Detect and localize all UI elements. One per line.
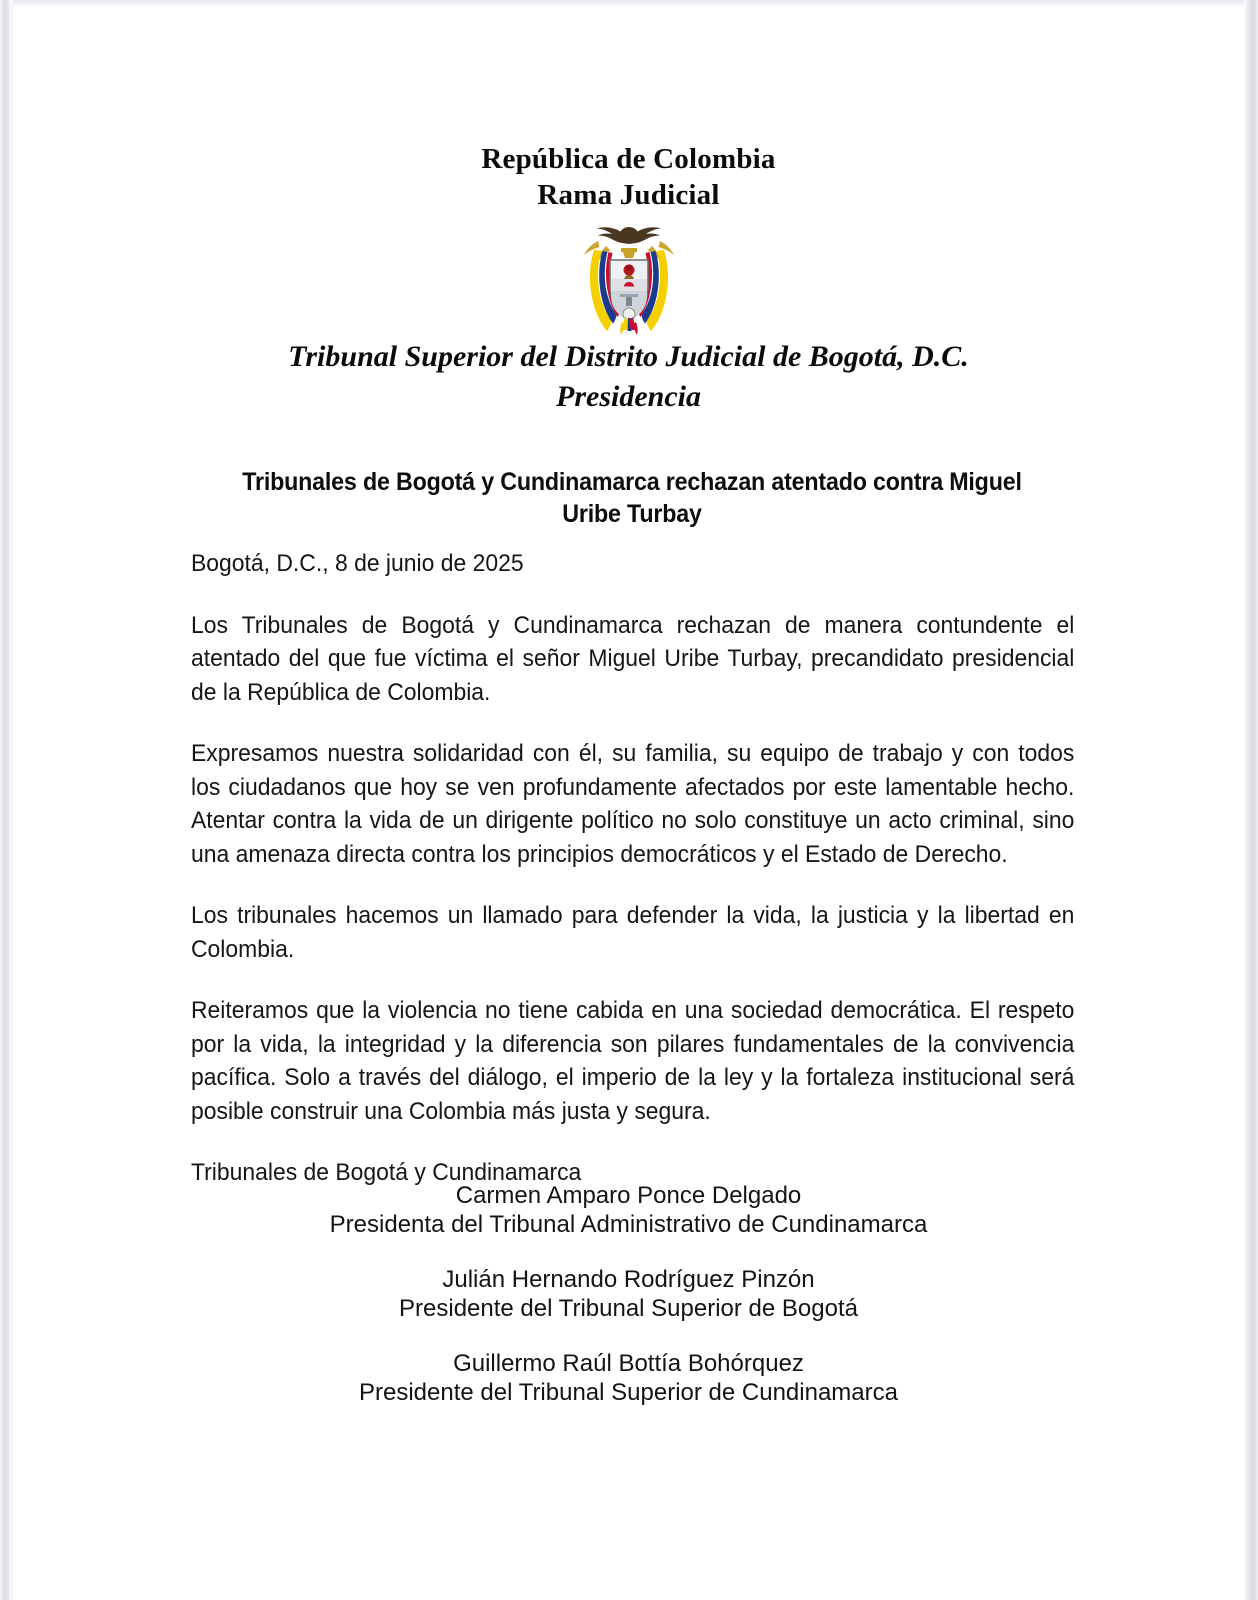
- signatory-role: Presidente del Tribunal Superior de Cundinamarca: [359, 1379, 898, 1406]
- signatory-role: Presidenta del Tribunal Administrativo de Cundinamarca: [329, 1211, 928, 1238]
- signatory-name: Guillermo Raúl Bottía Bohórquez: [453, 1350, 804, 1377]
- office-name: Presidencia: [556, 380, 701, 413]
- branch-header: Rama Judicial: [537, 179, 720, 211]
- closing-line: Tribunales de Bogotá y Cundinamarca: [191, 1159, 582, 1186]
- paragraph-3: Los tribunales hacemos un llamado para defender la vida, la justicia y la libertad en Colombia.: [191, 902, 1075, 963]
- court-name: Tribunal Superior del Distrito Judicial de Bogotá, D.C.: [288, 340, 969, 373]
- country-header: República de Colombia: [481, 143, 776, 175]
- signatory-name: Julián Hernando Rodríguez Pinzón: [442, 1266, 815, 1293]
- signatory-3: [13, 1349, 1244, 1407]
- dateline: Bogotá, D.C., 8 de junio de 2025: [191, 550, 524, 577]
- letterhead: [13, 141, 1244, 213]
- signature-block: [13, 1181, 1244, 1407]
- signatory-role: Presidente del Tribunal Superior de Bogotá: [399, 1295, 858, 1322]
- signatory-2: [13, 1265, 1244, 1323]
- court-identification: [13, 337, 1244, 417]
- coat-of-arms-colombia-icon: [571, 219, 687, 337]
- paragraph-4: Reiteramos que la violencia no tiene cabida en una sociedad democrática. El respeto por la vida, la integridad y la diferencia son pilares fundamentales de la convivencia pacífica. Solo a través del diálogo, el imperio de la ley y la fortaleza institucional será posible construir una Colombia más justa y segura.: [191, 997, 1075, 1125]
- document-sheet: [13, 7, 1244, 1600]
- page-edge-left: [0, 0, 11, 1600]
- signatory-1: [13, 1181, 1244, 1239]
- page-edge-top: [0, 0, 1258, 7]
- coat-of-arms-container: [13, 219, 1244, 342]
- signatory-name: Carmen Amparo Ponce Delgado: [455, 1182, 802, 1209]
- paragraph-1: Los Tribunales de Bogotá y Cundinamarca rechazan de manera contundente el atentado del que fue víctima el señor Miguel Uribe Turbay, precandidato presidencial de la República de Colombia.: [191, 611, 1075, 706]
- page-edge-right: [1244, 0, 1258, 1600]
- paragraph-2: Expresamos nuestra solidaridad con él, su familia, su equipo de trabajo y con todos los ciudadanos que hoy se ven profundamente afectados por este lamentable hecho. Atentar contra la vida de un dirigente político no solo constituye un acto criminal, sino una amenaza directa contra los principios democráticos y el Estado de Derecho.: [191, 740, 1075, 868]
- press-release-headline: Tribunales de Bogotá y Cundinamarca rechazan atentado contra Miguel Uribe Turbay: [242, 468, 1022, 528]
- press-release-body: [191, 547, 1075, 1190]
